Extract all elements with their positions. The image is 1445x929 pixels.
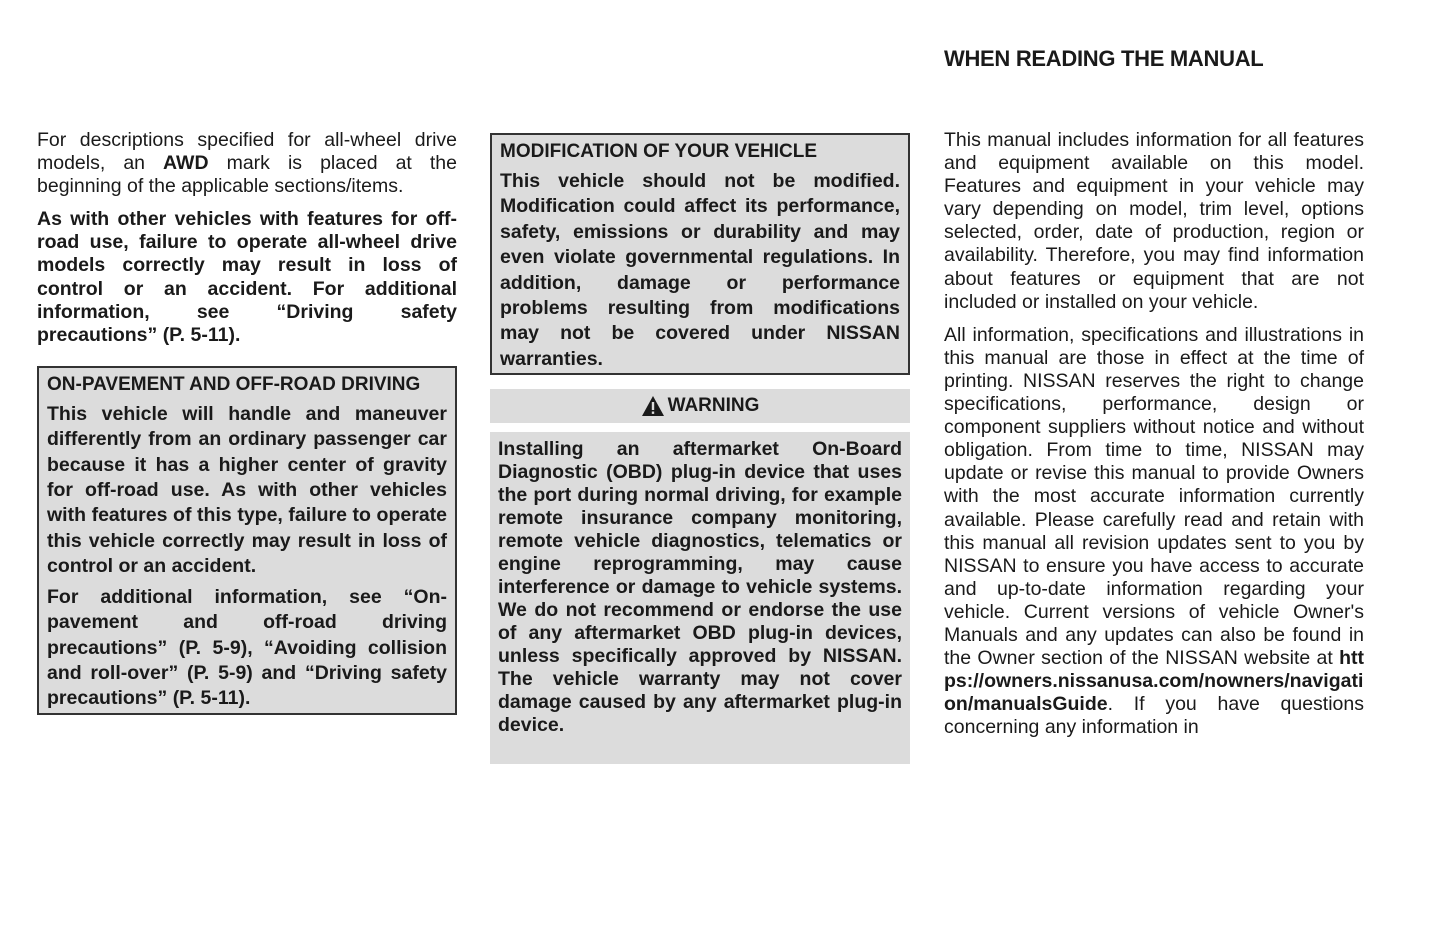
box-title: MODIFICATION OF YOUR VEHICLE [500,141,818,162]
box-text: This vehicle will handle and maneuver differently from an ordinary passenger car because it has a higher center of gravity for off-road use. As with other vehicles with features of this type, failure to operate this vehicle correctly may result in loss of control or an accident. [47,402,447,578]
text: . If you have questions concerning any information in [944,693,1364,739]
awd-caution: As with other vehicles with features for off- road use, failure to operate all-wheel drive models correctly may result in loss of control or an accident. For additional information, see “Driving safety precautions” (P. 5-11). [37,208,457,346]
text: mark is placed at the beginning of the applicable sections/items. [37,152,457,198]
on-pavement-box [37,366,457,715]
warning-text: Installing an aftermarket On-Board Diagnostic (OBD) plug-in device that uses the port during normal driving, for example remote insurance company monitoring, remote vehicle diagnostics, telematics or engine reprogramming, may cause interference or damage to vehicle systems. We do not recommend or endorse the use of any aftermarket OBD plug-in devices, unless specifically approved by NISSAN. The vehicle warranty may not cover damage caused by any aftermarket plug-in device. [498,438,902,736]
left-column [37,129,457,715]
page-header: WHEN READING THE MANUAL [944,46,1264,71]
awd-mark: AWD [163,152,209,175]
right-column [944,129,1364,739]
warning-header [490,389,910,423]
warning-body [490,432,910,764]
box-title: ON-PAVEMENT AND OFF-ROAD DRIVING [47,373,421,395]
paragraph [944,324,1364,740]
box-text: For additional information, see “On-pavement and off-road driving precautions” (P. 5-9), “Avoiding collision and roll-over” (P. 5-9) and “Driving safety precautions” (P. 5-11). [47,585,447,710]
paragraph: This manual includes information for all features and equipment available on this model. Features and equipment in your vehicle may vary depending on model, trim level, options selected, order, date of production, region or availability. Therefore, you may find information about features or equipment that are not included or installed on your vehicle. [944,129,1364,313]
warning-triangle-icon [641,395,665,417]
awd-paragraph [37,129,457,198]
box-text: This vehicle should not be modified. Modification could affect its performance, safety, emissions or durability and may even violate governmental regulations. In addition, damage or performance problems resulting from modifications may not be covered under NISSAN warranties. [500,170,900,370]
modification-box [490,133,910,375]
owners-manual-link[interactable]: https://owners.nissanusa.com/nowners/navigation/manualsGuide [944,647,1364,716]
text: For descriptions specified for all-wheel drive models, an [37,129,457,175]
warning-label: WARNING [667,395,760,416]
middle-column [490,133,910,764]
text: All information, specifications and illustrations in this manual are those in effect at the time of printing. NISSAN reserves the right to change specifications, performance, design or component suppliers without notice and without obligation. From time to time, NISSAN may update or revise this manual to provide Owners with the most accurate information currently available. Please carefully read and retain with this manual all revision updates sent to you by NISSAN to ensure you have access to accurate and up-to-date information regarding your vehicle. Current versions of vehicle Owner's Manuals and any updates can also be found in the Owner section of the NISSAN website at [944,323,1364,670]
